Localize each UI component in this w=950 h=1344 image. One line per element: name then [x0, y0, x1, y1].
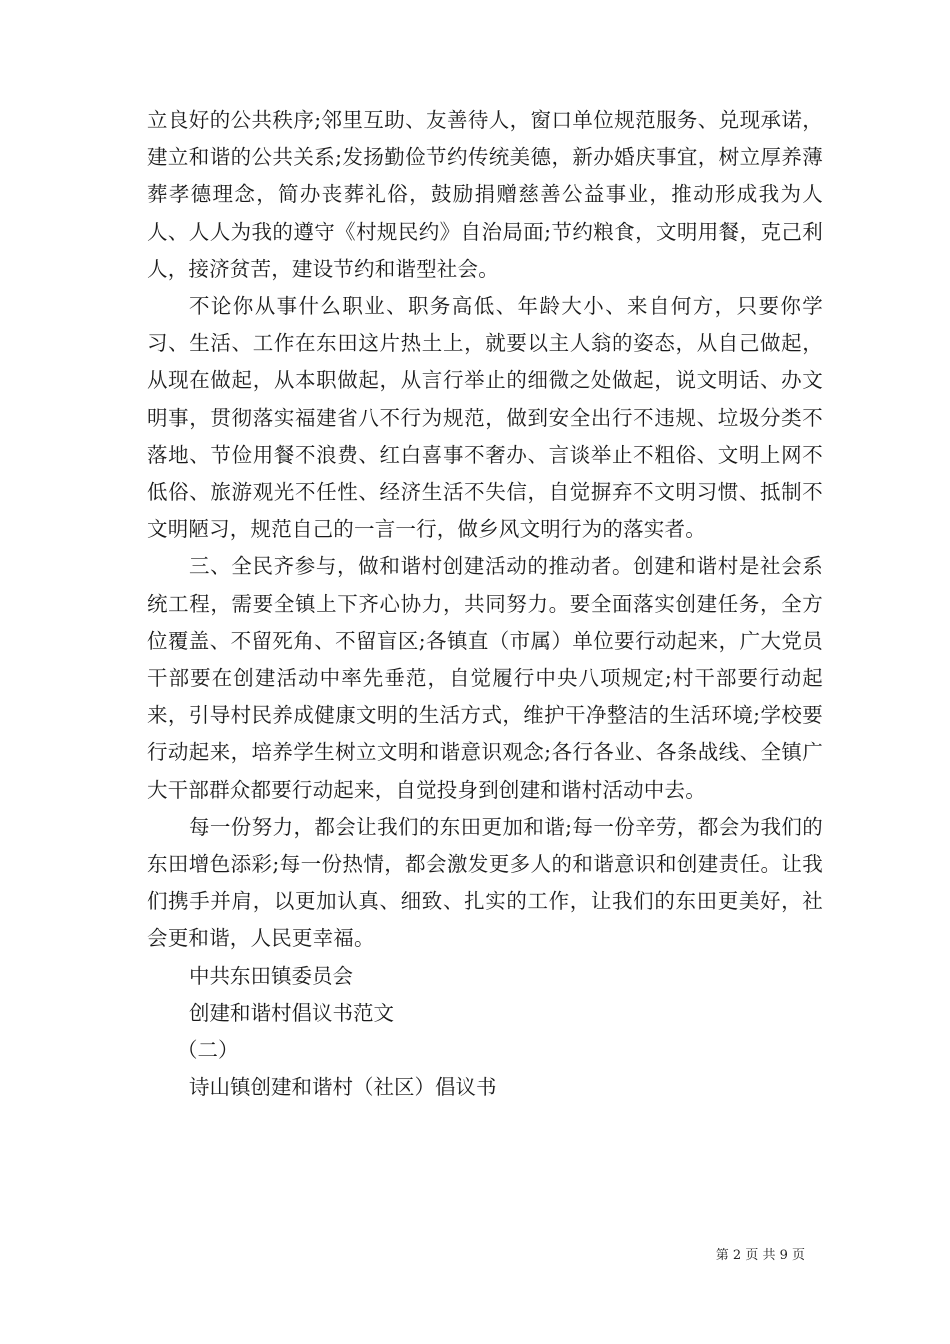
- next-document-number: （二）: [177, 1038, 239, 1063]
- paragraph-closing: 每一份努力，都会让我们的东田更加和谐;每一份辛劳，都会为我们的东田增色添彩;每一份热情，都会激发更多人的和谐意识和创建责任。让我们携手并肩，以更加认真、细致、扎实的工作，让我们的东田更美好，社会更和谐，人民更幸福。: [147, 814, 823, 951]
- paragraph-public-order: 立良好的公共秩序;邻里互助、友善待人，窗口单位规范服务、兑现承诺，建立和谐的公共关系;发扬勤俭节约传统美德，新办婚庆事宜，树立厚养薄葬孝德理念，简办丧葬礼俗，鼓励捐赠慈善公益事业，推动形成我为人人、人人为我的遵守《村规民约》自治局面;节约粮食，文明用餐，克己利人，接济贫苦，建设节约和谐型社会。: [147, 108, 823, 281]
- paragraph-all-participate: 三、全民齐参与，做和谐村创建活动的推动者。创建和谐村是社会系统工程，需要全镇上下齐心协力，共同努力。要全面落实创建任务，全方位覆盖、不留死角、不留盲区;各镇直（市属）单位要行动起来，广大党员干部要在创建活动中率先垂范，自觉履行中央八项规定;村干部要行动起来，引导村民养成健康文明的生活方式，维护干净整洁的生活环境;学校要行动起来，培养学生树立文明和谐意识观念;各行各业、各条战线、全镇广大干部群众都要行动起来，自觉投身到创建和谐村活动中去。: [147, 554, 823, 802]
- next-document-title: 创建和谐村倡议书范文: [189, 1000, 394, 1025]
- paragraph-civilized-behavior: 不论你从事什么职业、职务高低、年龄大小、来自何方，只要你学习、生活、工作在东田这片热土上，就要以主人翁的姿态，从自己做起，从现在做起，从本职做起，从言行举止的细微之处做起，说文明话、办文明事，贯彻落实福建省八不行为规范，做到安全出行不违规、垃圾分类不落地、节俭用餐不浪费、红白喜事不奢办、言谈举止不粗俗、文明上网不低俗、旅游观光不任性、经济生活不失信，自觉摒弃不文明习惯、抵制不文明陋习，规范自己的一言一行，做乡风文明行为的落实者。: [147, 294, 823, 542]
- page-number: 第 2 页 共 9 页: [715, 1248, 805, 1263]
- document-body: [147, 102, 823, 1106]
- signature: 中共东田镇委员会: [189, 963, 353, 988]
- next-document-heading: 诗山镇创建和谐村（社区）倡议书: [189, 1075, 497, 1100]
